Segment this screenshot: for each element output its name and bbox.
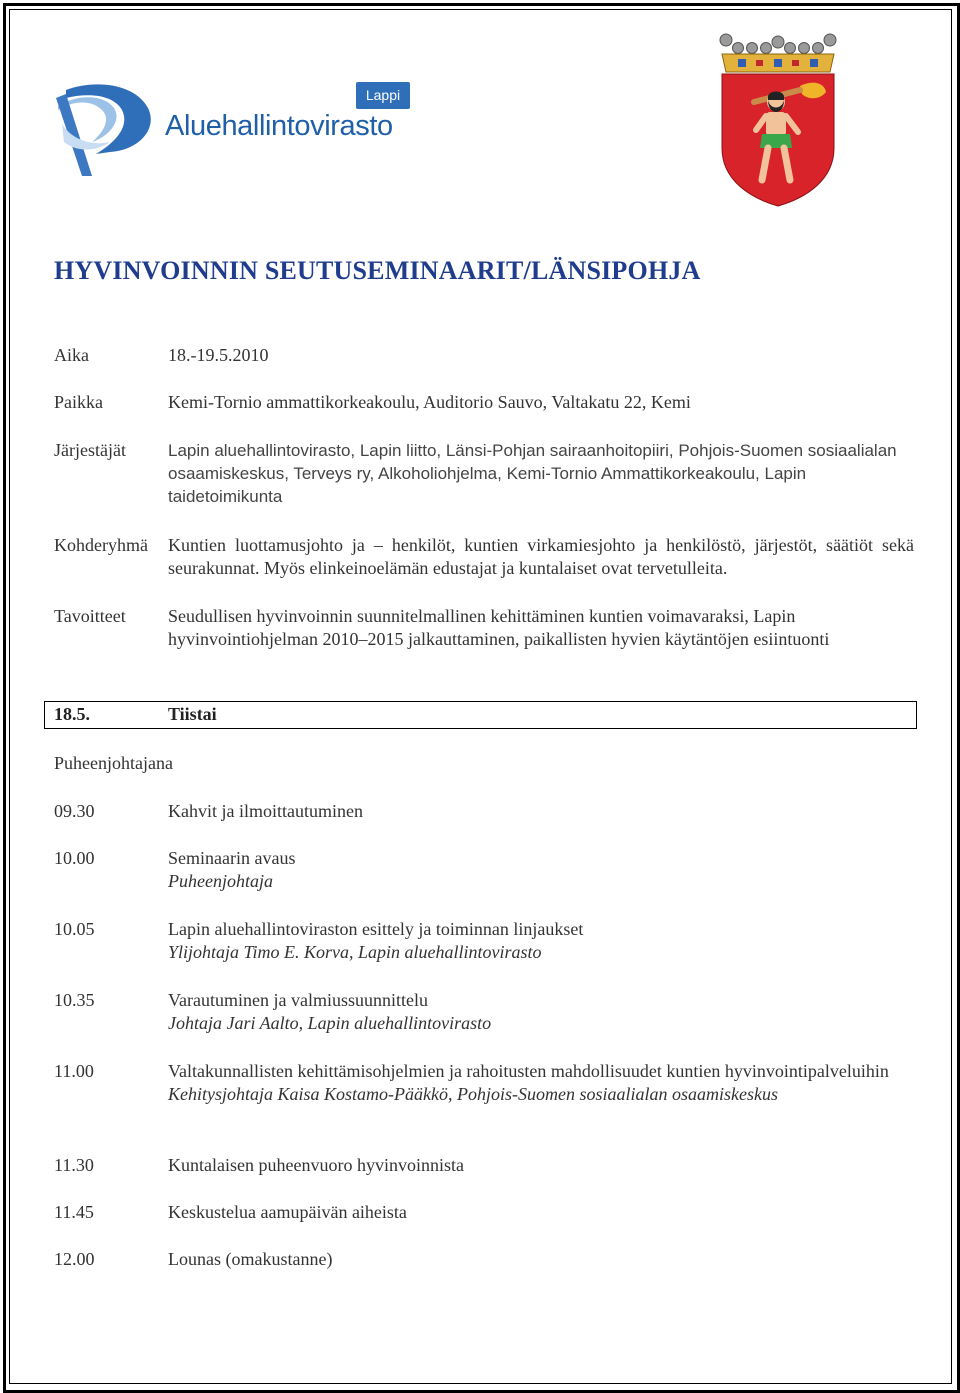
program-time: 11.45 <box>54 1202 94 1222</box>
program-title: Lounas (omakustanne) <box>168 1249 333 1269</box>
program-speaker: Kehitysjohtaja Kaisa Kostamo-Pääkkö, Pohjois-Suomen sosiaalialan osaamiskeskus <box>168 1084 778 1104</box>
info-jarjestajat <box>54 439 914 508</box>
program-time: 10.00 <box>54 848 95 868</box>
program-item <box>54 1248 914 1271</box>
program-speaker: Ylijohtaja Timo E. Korva, Lapin aluehallintovirasto <box>168 942 542 962</box>
program-title: Kahvit ja ilmoittautuminen <box>168 801 363 821</box>
program-item <box>54 1154 914 1177</box>
program-time: 11.30 <box>54 1155 94 1175</box>
program-title: Lapin aluehallintoviraston esittely ja toiminnan linjaukset <box>168 919 584 939</box>
program-title: Varautuminen ja valmiussuunnittelu <box>168 990 428 1010</box>
program-time: 12.00 <box>54 1249 95 1269</box>
page-border-inner <box>9 9 952 1384</box>
program-item <box>54 918 914 964</box>
coat-of-arms-icon <box>716 30 840 208</box>
logo-region-tag: Lappi <box>356 82 410 109</box>
day-header <box>44 701 917 729</box>
info-paikka <box>54 391 914 414</box>
info-label: Kohderyhmä <box>54 535 148 555</box>
info-value: Kemi-Tornio ammattikorkeakoulu, Auditorio Sauvo, Valtakatu 22, Kemi <box>168 392 691 412</box>
info-value: 18.-19.5.2010 <box>168 345 269 365</box>
program-item <box>54 847 914 893</box>
program-title: Keskustelua aamupäivän aiheista <box>168 1202 407 1222</box>
info-kohderyhma <box>54 534 914 580</box>
chair-label: Puheenjohtajana <box>54 753 173 773</box>
info-label: Aika <box>54 345 89 365</box>
program-speaker: Johtaja Jari Aalto, Lapin aluehallintovirasto <box>168 1013 492 1033</box>
program-time: 10.35 <box>54 990 95 1010</box>
program-time: 11.00 <box>54 1061 94 1081</box>
day-date: 18.5. <box>54 704 90 724</box>
agency-logo <box>52 80 412 180</box>
day-name: Tiistai <box>168 704 217 724</box>
program-item <box>54 800 914 823</box>
info-label: Paikka <box>54 392 103 412</box>
info-tavoitteet <box>54 605 914 651</box>
info-value: Lapin aluehallintovirasto, Lapin liitto, Länsi-Pohjan sairaanhoitopiiri, Pohjois-Suomen sosiaalialan osaamiskeskus, Terveys ry, Alkoholiohjelma, Kemi-Tornio Ammattikorkeakoulu, Lapin taidetoimikunta <box>168 441 897 506</box>
info-value: Seudullisen hyvinvoinnin suunnitelmallinen kehittäminen kuntien voimavaraksi, Lapin hyvinvointiohjelman 2010–2015 jalkauttaminen, paikallisten hyvien käytäntöjen esiintuonti <box>168 606 830 649</box>
info-aika <box>54 344 914 367</box>
program-time: 10.05 <box>54 919 95 939</box>
program-item <box>54 1201 914 1224</box>
program-item <box>54 989 914 1035</box>
agency-swoosh-icon <box>52 80 162 180</box>
program-title: Kuntalaisen puheenvuoro hyvinvoinnista <box>168 1155 464 1175</box>
logo-wordmark: Aluehallintovirasto <box>165 110 393 142</box>
info-value: Kuntien luottamusjohto ja – henkilöt, kuntien virkamiesjohto ja henkilöstö, järjestöt, säätiöt sekä seurakunnat. Myös elinkeinoelämän edustajat ja kuntalaiset ovat tervetulleita. <box>168 535 914 578</box>
program-item <box>54 1060 914 1106</box>
program-title: Seminaarin avaus <box>168 848 296 868</box>
program-time: 09.30 <box>54 801 95 821</box>
page-title: HYVINVOINNIN SEUTUSEMINAARIT/LÄNSIPOHJA <box>54 256 701 285</box>
info-label: Järjestäjät <box>54 440 126 460</box>
info-label: Tavoitteet <box>54 606 126 626</box>
program-title: Valtakunnallisten kehittämisohjelmien ja rahoitusten mahdollisuudet kuntien hyvinvointipalveluihin <box>168 1061 889 1081</box>
program-speaker: Puheenjohtaja <box>168 871 273 891</box>
